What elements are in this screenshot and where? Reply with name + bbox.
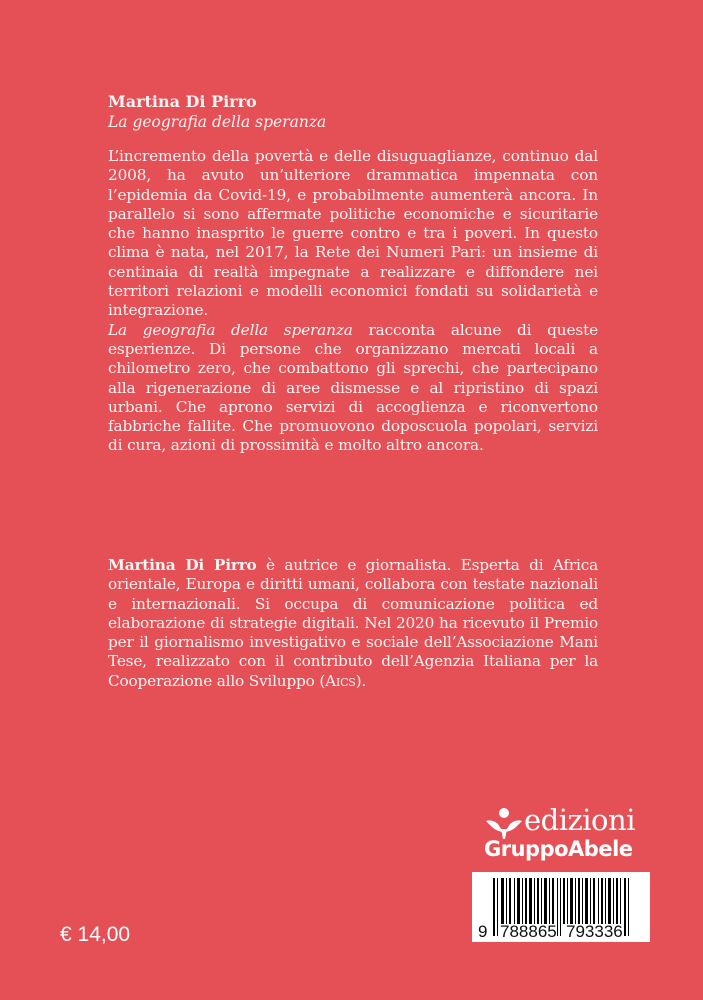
isbn-barcode <box>472 872 650 942</box>
bio-author-name: Martina Di Pirro <box>108 556 257 574</box>
barcode-bars-icon <box>472 872 650 942</box>
synopsis <box>108 147 598 456</box>
synopsis-paragraph-2 <box>108 321 598 456</box>
book-title: La geografia della speranza <box>108 113 327 131</box>
publisher-name: GruppoAbele <box>484 837 633 861</box>
bio-text: è autrice e giornalista. Esperta di Africa orientale, Europa e diritti umani, collabora con testate nazionali e internazionali. Si occupa di comunicazione politica ed elaborazione di strategie digitali. Nel 2020 ha ricevuto il Premio per il giornalismo investigativo e sociale dell’Associazione Mani Tese, realizzato con il contributo dell’Agenzia Italiana per la Cooperazione allo Sviluppo ( <box>108 556 598 690</box>
publisher-logo <box>484 805 664 865</box>
author-name: Martina Di Pirro <box>108 92 257 111</box>
bio-closing: ). <box>355 671 367 690</box>
author-bio <box>108 556 598 691</box>
bio-acronym: Aics <box>325 671 356 690</box>
synopsis-paragraph-1: L’incremento della povertà e delle disuguaglianze, continuo dal 2008, ha avuto un’ulteriore drammatica impennata con l’epidemia da Covid-19, e probabilmente aumenterà ancora. In parallelo si sono affermate politiche economiche e sicuritarie che hanno inasprito le guerre contro e tra i poveri. In questo clima è nata, nel 2017, la Rete dei Numeri Pari: un insieme di centinaia di realtà impegnate a realizzare e diffondere nei territori relazioni e modelli economici fondati su solidarietà e integrazione. <box>108 147 598 320</box>
barcode-group-2: 793336 <box>566 922 623 941</box>
barcode-prefix: 9 <box>478 922 488 941</box>
person-leaf-logo-icon <box>484 807 524 841</box>
barcode-group-1: 788865 <box>500 922 557 941</box>
publisher-edizioni: edizioni <box>524 803 635 837</box>
synopsis-book-title: La geografia della speranza <box>108 320 353 339</box>
book-header <box>108 92 598 132</box>
price: € 14,00 <box>60 923 131 946</box>
synopsis-paragraph-2-text: racconta alcune di queste esperienze. Di persone che organizzano mercati locali a chilometro zero, che combattono gli sprechi, che partecipano alla rigenerazione di aree dismesse e al ripristino di spazi urbani. Che aprono servizi di accoglienza e riconvertono fabbriche fallite. Che promuovono doposcuola popolari, servizi di cura, azioni di prossimità e molto altro ancora. <box>108 320 598 455</box>
